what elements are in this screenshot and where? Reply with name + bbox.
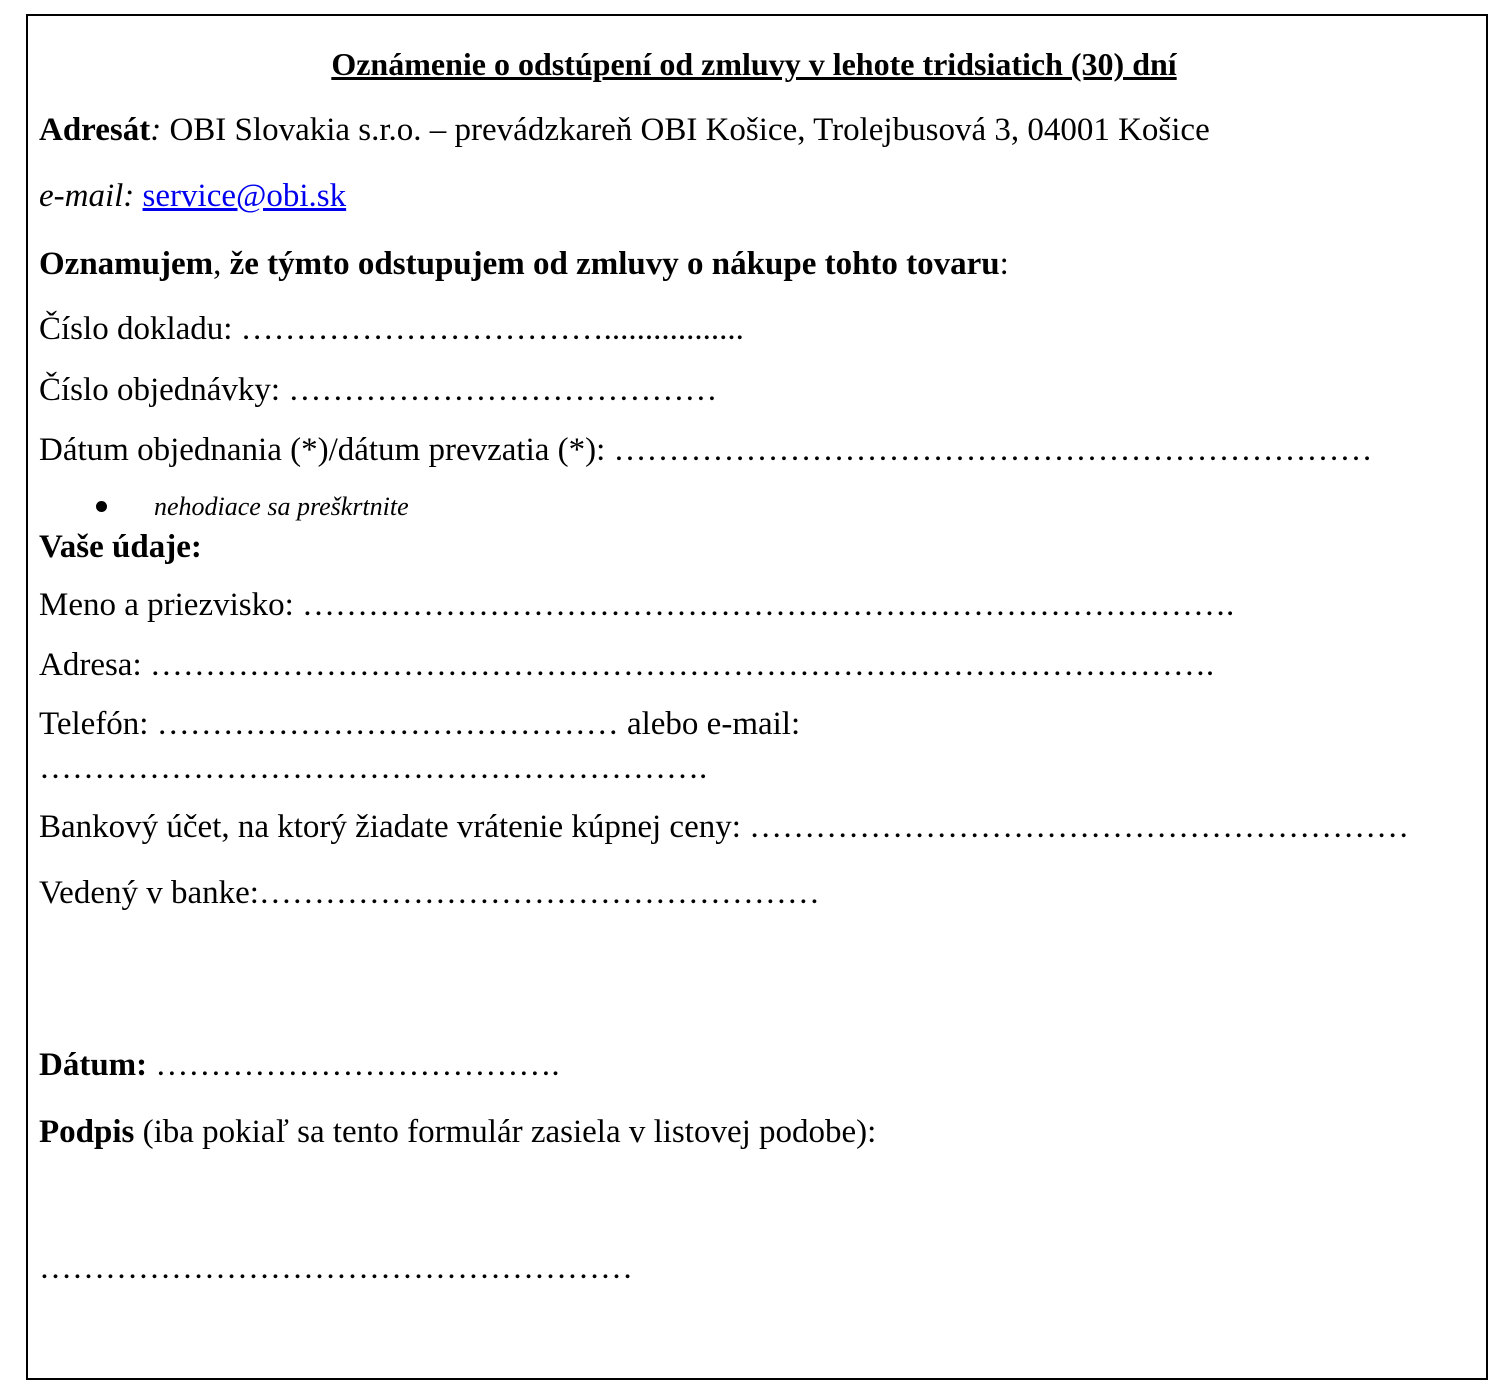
statement-comma: , — [213, 246, 230, 282]
statement-bold-2: že týmto odstupujem od zmluvy o nákupe tohto tovaru — [229, 246, 1000, 282]
signature-text: (iba pokiaľ sa tento formulár zasiela v listovej podobe): — [134, 1114, 877, 1150]
addressee-colon: : — [150, 112, 162, 148]
email-field-dots: ……………………………………………………. — [39, 750, 708, 786]
date-label: Dátum: — [39, 1047, 148, 1083]
order-date-field: Dátum objednania (*)/dátum prevzatia (*): …………………………………………………………… — [39, 432, 1373, 468]
form-title: Oznámenie o odstúpení od zmluvy v lehote tridsiatich (30) dní — [331, 46, 1177, 82]
strike-note: nehodiace sa preškrtnite — [154, 492, 409, 521]
name-field: Meno a priezvisko: …………………………………………………………………………. — [39, 587, 1235, 623]
your-data-heading: Vaše údaje: — [39, 529, 202, 565]
addressee-value: OBI Slovakia s.r.o. – prevádzkareň OBI Košice, Trolejbusová 3, 04001 Košice — [161, 112, 1210, 148]
statement-bold-1: Oznamujem — [39, 246, 214, 282]
form-frame — [26, 14, 1488, 1380]
phone-field: Telefón: …………………………………… alebo e-mail: — [39, 706, 801, 742]
bank-account-field: Bankový účet, na ktorý žiadate vrátenie kúpnej ceny: …………………………………………………… — [39, 809, 1410, 845]
email-line — [39, 176, 346, 216]
date-value: ………………………………. — [147, 1047, 560, 1083]
email-link[interactable]: service@obi.sk — [142, 178, 347, 214]
statement-line — [39, 244, 1009, 284]
signature-label: Podpis — [39, 1114, 135, 1150]
signature-dots: ……………………………………………… — [39, 1250, 633, 1286]
addressee-label: Adresát — [39, 112, 151, 148]
bullet-icon — [96, 501, 107, 512]
date-line — [39, 1045, 560, 1085]
statement-colon: : — [999, 246, 1009, 282]
order-number-field: Číslo objednávky: ………………………………… — [39, 372, 718, 408]
signature-line — [39, 1112, 876, 1152]
document-number-field: Číslo dokladu: ……………………………................. — [39, 311, 744, 347]
address-field: Adresa: ……………………………………………………………………………………. — [39, 647, 1215, 683]
addressee-line — [39, 110, 1210, 150]
email-label: e-mail: — [39, 178, 135, 214]
bank-name-field: Vedený v banke:…………………………………………… — [39, 875, 820, 911]
